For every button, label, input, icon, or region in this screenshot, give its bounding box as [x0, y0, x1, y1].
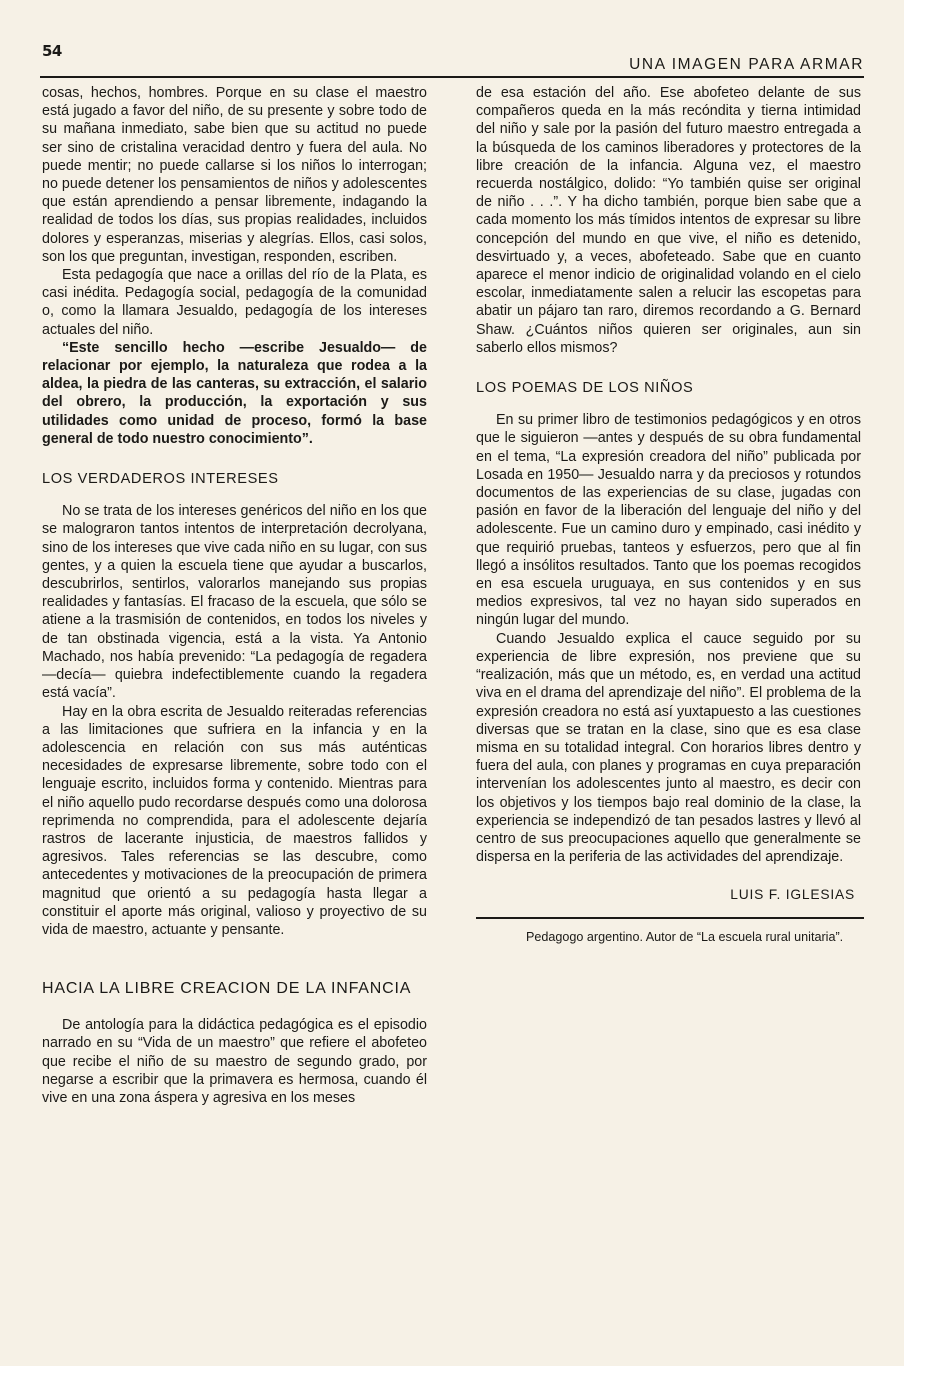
- paragraph: Hay en la obra escrita de Jesualdo reiteradas referencias a las limitaciones que sufriera en la infancia y en la adolescencia en relación con sus más auténticas necesidades de expresarse libremente, sobre todo con el lenguaje escrito, incluidos forma y contenido. Mientras para el niño aquello pudo recordarse después como una dolorosa reprimenda no comprendida, para el adolescente dejaría rastros de lacerante injusticia, de maestros fallidos y agresivos. Tales referencias se las descubre, como antecedentes y motivaciones de la preocupación de primera magnitud que orientó a su pedagogía hasta llegar a constituir el aporte más original, valioso y proyectivo de su vida de maestro, actuante y pensante.: [42, 703, 427, 938]
- quote-paragraph: “Este sencillo hecho —escribe Jesualdo— de relacionar por ejemplo, la naturaleza que rodea a la aldea, la piedra de las canteras, su extracción, el salario del obrero, la producción, la exportación y sus utilidades como unidad de proceso, formó la base general de todo nuestro conocimiento”.: [42, 339, 427, 447]
- right-column: [476, 84, 861, 945]
- left-column: [42, 84, 427, 1107]
- header-rule: [40, 76, 864, 78]
- page-number: 54: [42, 42, 62, 60]
- paragraph: De antología para la didáctica pedagógica es el episodio narrado en su “Vida de un maestro” que refiere el abofeteo que recibe el niño de su maestro de segundo grado, por negarse a escribir que la primavera es hermosa, cuando él vive en una zona áspera y agresiva en los meses: [42, 1017, 427, 1106]
- paragraph: cosas, hechos, hombres. Porque en su clase el maestro está jugado a favor del niño, de su presente y sobre todo de su mañana inmediato, sabe bien que su actitud no puede ser sino de cristalina veracidad dentro y fuera del aula. No puede mentir; no puede callarse si los niños lo interrogan; no puede detener los pensamientos de niños y adolescentes que están aprendiendo a pensar libremente, indagando la realidad de todos los días, sus propias realidades, incluidos dolores y esperanzas, miserias y alegrías. Ellos, casi solos, son los que preguntan, investigan, responden, escriben.: [42, 85, 427, 265]
- section-heading: LOS VERDADEROS INTERESES: [42, 471, 279, 488]
- author-signature: LUIS F. IGLESIAS: [730, 887, 855, 903]
- paragraph: Cuando Jesualdo explica el cauce seguido por su experiencia de libre expresión, nos previene que su “realización, más que un método, es, en verdad una actitud viva en el drama del aprendizaje del niño”. El problema de la expresión creadora no está así yuxtapuesto a las cuestiones diversas que se tratan en la clase, sino que es esa clase misma en su totalidad integral. Con horarios libres dentro y fuera del aula, con planes y programas en cuya preparación intervenían los adolescentes junto al maestro, es decir con los objetivos y los tiempos bajo real dominio de la clase, la experiencia se independizó de tan pesados lastres y llevó al centro de sus preocupaciones aquello que generalmente se dispersa en la periferia de las actividades del aprendizaje.: [476, 630, 861, 866]
- signature-rule: [476, 917, 864, 919]
- paragraph: de esa estación del año. Ese abofeteo delante de sus compañeros queda en la más recóndita y tierna intimidad del niño y sale por la pasión del futuro maestro entregada a la búsqueda de los caminos liberadores y protectores de la libre creación de la infancia. Alguna vez, el maestro recuerda nostálgico, dolido: “Yo también quise ser original de niño . . .”. Y ha dicho también, porque bien sabe que a cada momento los más tímidos intentos de expresar su libre concepción del mundo en que vive, el niño es detenido, desvirtuado y, a veces, abofeteado. Sabe que en cuanto aparece el menor indicio de originalidad volando en el cielo escolar, inmediatamente salen a relucir las escopetas para abatir un pájaro tan raro, diremos recordando a G. Bernard Shaw. ¿Cuántos niños quieren ser originales, aun sin saberlo ellos mismos?: [476, 85, 861, 356]
- running-title: UNA IMAGEN PARA ARMAR: [629, 56, 864, 73]
- paragraph: Esta pedagogía que nace a orillas del río de la Plata, es casi inédita. Pedagogía social, pedagogía de la comunidad o, como la llamara Jesualdo, pedagogía de los intereses actuales del niño.: [42, 267, 427, 338]
- paragraph: No se trata de los intereses genéricos del niño en los que se malograron tantos intentos de interpretación decrolyana, sino de los intereses que vive cada niño en su lugar, con sus gentes, y a quien la escuela tiene que ayudar a buscarlos, descubrirlos, sentirlos, valorarlos manejando sus propias realidades y fantasías. El fracaso de la escuela, que sólo se atiene a la trasmisión de contenidos, en todos los niveles y de tan obstinada vigencia, está a la vista. Ya Antonio Machado, nos había prevenido: “La pedagogía de regadera —decía— quiebra indefectiblemente cuando la regadera está vacía”.: [42, 503, 427, 702]
- section-heading: LOS POEMAS DE LOS NIÑOS: [476, 380, 694, 397]
- section-heading: HACIA LA LIBRE CREACION DE LA INFANCIA: [42, 980, 412, 998]
- author-note: Pedagogo argentino. Autor de “La escuela rural unitaria”.: [526, 929, 844, 944]
- paragraph: En su primer libro de testimonios pedagógicos y en otros que le siguieron —antes y después de su obra fundamental en el tema, “La expresión creadora del niño” publicada por Losada en 1950— Jesualdo narra y da preciosos y rotundos documentos de las experiencias de su clase, jugadas con pasión en favor de la liberación del lenguaje del niño y del adolescente. Fue un camino duro y empinado, casi inédito y que requirió pruebas, tanteos y esfuerzos, pero que al fin llegó a insólitos resultados. Tanto que los poemas recogidos en esa escuela uruguaya, en sus contenidos y en sus medios expresivos, tal vez no hayan sido superados en ningún lugar del mundo.: [476, 412, 861, 629]
